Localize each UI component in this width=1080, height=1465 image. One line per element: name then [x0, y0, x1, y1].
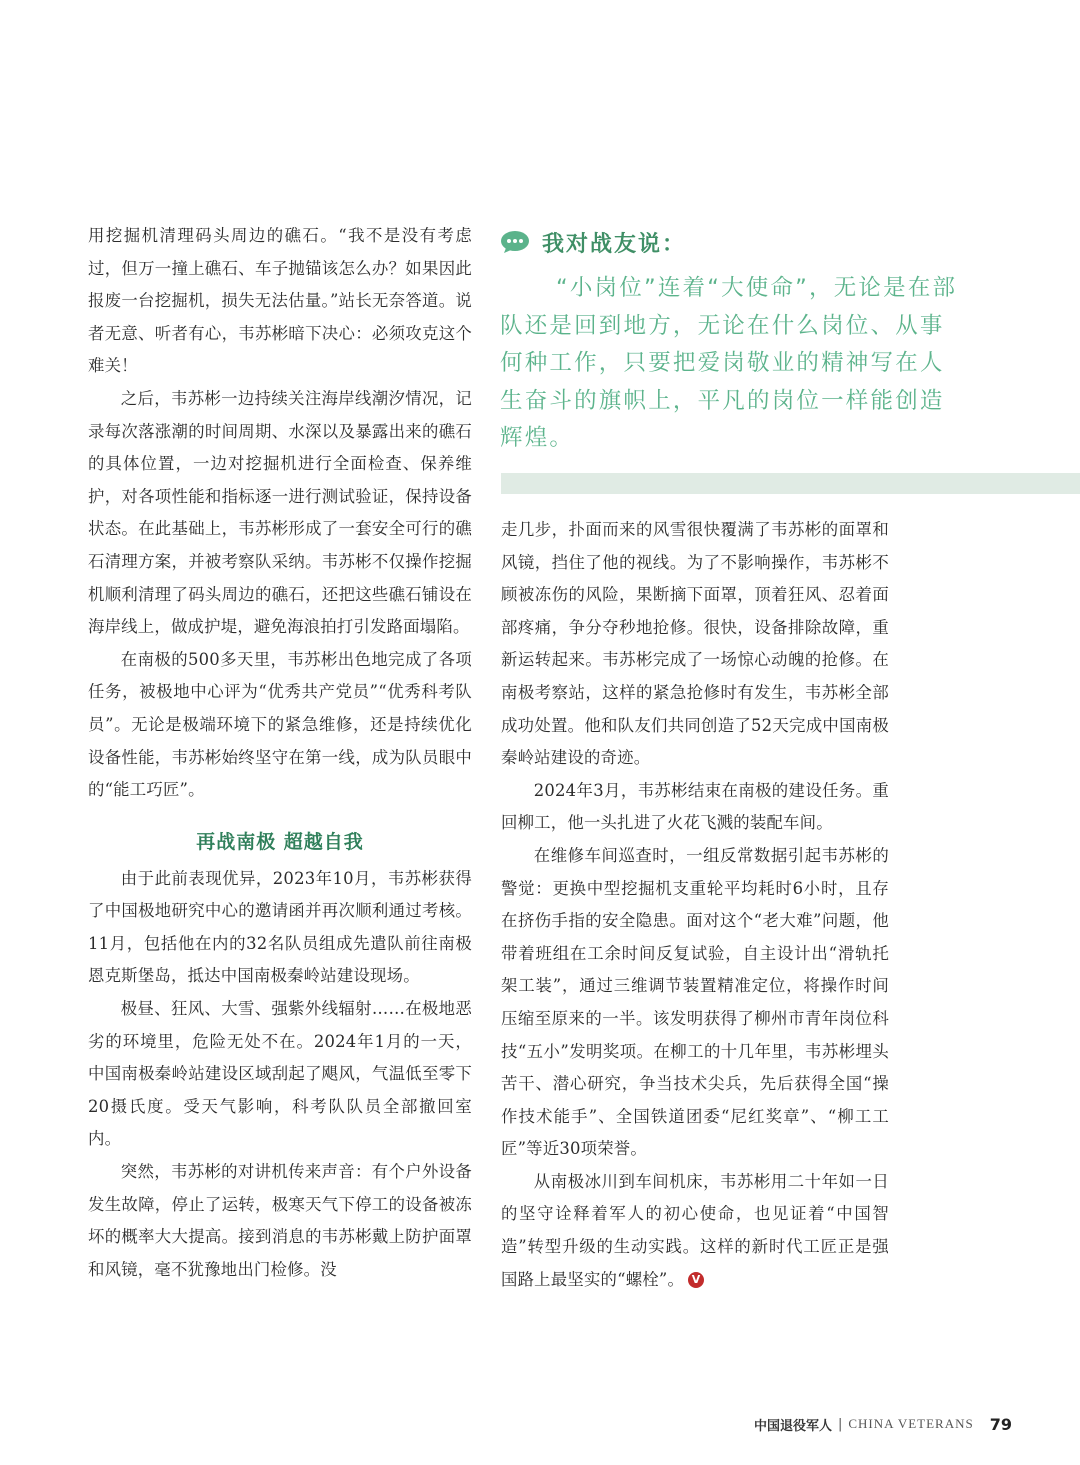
decorative-band — [501, 473, 1080, 494]
page-number: 79 — [989, 1414, 1012, 1434]
left-paragraph-3: 在南极的500多天里，韦苏彬出色地完成了各项任务，被极地中心评为“优秀共产党员”“优秀科考队员”。无论是极端环境下的紧急维修，还是持续优化设备性能，韦苏彬始终坚守在第一线，成为队员眼中的“能工巧匠”。 — [88, 649, 472, 800]
footer-separator: | — [837, 1416, 843, 1432]
right-paragraph-3: 在维修车间巡查时，一组反常数据引起韦苏彬的警觉：更换中型挖掘机支重轮平均耗时6小时，且存在挤伤手指的安全隐患。面对这个“老大难”问题，他带着班组在工余时间反复试验，自主设计出“滑轨托架工装”，通过三维调节装置精准定位，将操作时间压缩至原来的一半。该发明获得了柳州市青年岗位科技“五小”发明奖项。在柳工的十几年里，韦苏彬埋头苦干、潜心研究，争当技术尖兵，先后获得全国“操作技术能手”、全国铁道团委“尼红奖章”、“柳工工匠”等近30项荣誉。 — [501, 845, 889, 1159]
magazine-english-name: CHINA VETERANS — [848, 1416, 974, 1431]
left-column — [88, 220, 472, 1286]
quote-body: “小岗位”连着“大使命”，无论是在部队还是回到地方，无论在什么岗位、从事何种工作，只要把爱岗敬业的精神写在人生奋斗的旗帜上，平凡的岗位一样能创造辉煌。 — [500, 275, 958, 451]
left-paragraph-2: 之后，韦苏彬一边持续关注海岸线潮汐情况，记录每次落涨潮的时间周期、水深以及暴露出来的礁石的具体位置，一边对挖掘机进行全面检查、保养维护，对各项性能和指标逐一进行测试验证，保持设备状态。在此基础上，韦苏彬形成了一套安全可行的礁石清理方案，并被考察队采纳。韦苏彬不仅操作挖掘机顺利清理了码头周边的礁石，还把这些礁石铺设在海岸线上，做成护堤，避免海浪拍打引发路面塌陷。 — [88, 388, 472, 637]
right-paragraph-4-text: 从南极冰川到车间机床，韦苏彬用二十年如一日的坚守诠释着军人的初心使命，也见证着“中国智造”转型升级的生动实践。这样的新时代工匠正是强国路上最坚实的“螺栓”。 — [501, 1171, 889, 1289]
right-paragraph-4 — [501, 1166, 889, 1296]
section-heading: 再战南极 超越自我 — [196, 830, 364, 853]
right-column — [501, 514, 889, 1296]
quote-text — [500, 270, 960, 458]
v-badge-icon: V — [688, 1272, 704, 1288]
quote-title — [500, 222, 686, 262]
page-footer — [754, 1410, 1012, 1438]
wechat-chat-bubbles-icon — [500, 230, 534, 254]
magazine-name: 中国退役军人 — [753, 1418, 832, 1434]
right-paragraph-1: 走几步，扑面而来的风雪很快覆满了韦苏彬的面罩和风镜，挡住了他的视线。为了不影响操作，韦苏彬不顾被冻伤的风险，果断摘下面罩，顶着狂风、忍着面部疼痛，争分夺秒地抢修。很快，设备排除故障，重新运转起来。韦苏彬完成了一场惊心动魄的抢修。在南极考察站，这样的紧急抢修时有发生，韦苏彬全部成功处置。他和队友们共同创造了52天完成中国南极秦岭站建设的奇迹。 — [501, 520, 889, 768]
left-paragraph-1: 用挖掘机清理码头周边的礁石。“我不是没有考虑过，但万一撞上礁石、车子抛锚该怎么办？如果因此报废一台挖掘机，损失无法估量。”站长无奈答道。说者无意、听者有心，韦苏彬暗下决心：必须攻克这个难关！ — [88, 226, 472, 376]
quote-box — [500, 222, 980, 462]
quote-title-text: 我对战友说： — [542, 231, 687, 257]
right-paragraph-2: 2024年3月，韦苏彬结束在南极的建设任务。重回柳工，他一头扎进了火花飞溅的装配车间。 — [501, 780, 889, 833]
left-paragraph-5: 极昼、狂风、大雪、强紫外线辐射……在极地恶劣的环境里，危险无处不在。2024年1月的一天，中国南极秦岭站建设区域刮起了飓风，气温低至零下20摄氏度。受天气影响，科考队队员全部撤回室内。 — [88, 999, 472, 1149]
left-paragraph-4: 由于此前表现优异，2023年10月，韦苏彬获得了中国极地研究中心的邀请函并再次顺利通过考核。11月，包括他在内的32名队员组成先遣队前往南极恩克斯堡岛，抵达中国南极秦岭站建设现场。 — [88, 868, 472, 986]
left-paragraph-6: 突然，韦苏彬的对讲机传来声音：有个户外设备发生故障，停止了运转，极寒天气下停工的设备被冻坏的概率大大提高。接到消息的韦苏彬戴上防护面罩和风镜，毫不犹豫地出门检修。没 — [88, 1162, 472, 1279]
